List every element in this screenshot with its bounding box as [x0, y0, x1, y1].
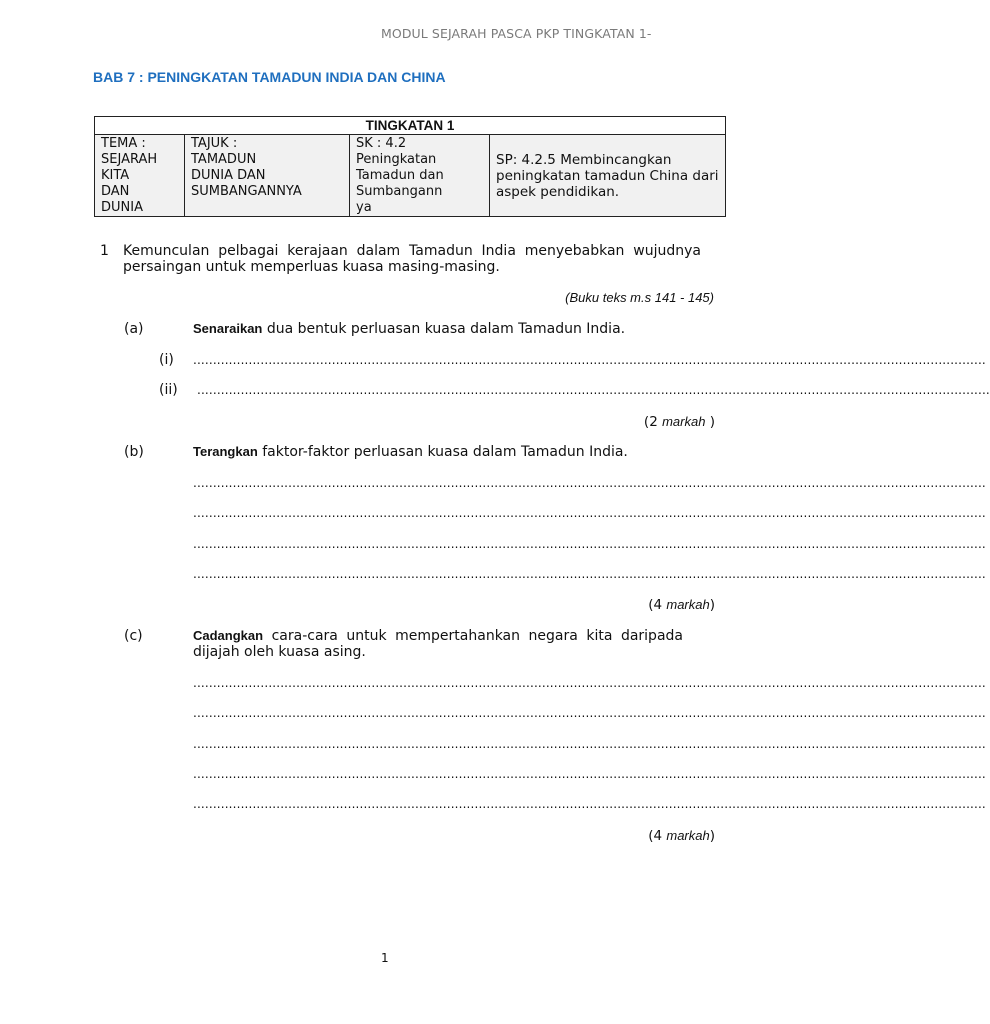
part-a-instruction [193, 321, 625, 337]
tema-line: DAN [101, 184, 130, 199]
marks-number: (4 [648, 828, 667, 844]
part-a-label: (a) [124, 321, 144, 337]
part-a-text: dua bentuk perluasan kuasa dalam Tamadun India. [262, 321, 626, 337]
answer-line-a-i[interactable]: ........................................................................................................................................................................................................ [193, 353, 986, 367]
sk-line: SK : 4.2 [356, 136, 407, 151]
running-header: MODUL SEJARAH PASCA PKP TINGKATAN 1- [381, 26, 652, 41]
marks-word: markah [662, 414, 706, 429]
chapter-title: BAB 7 : PENINGKATAN TAMADUN INDIA DAN CHINA [93, 69, 446, 85]
part-c-verb: Cadangkan [193, 628, 264, 643]
answer-line-b-4[interactable]: ........................................................................................................................................................................................................ [193, 567, 986, 581]
sk-cell [350, 135, 490, 217]
sp-cell [490, 135, 726, 217]
answer-line-b-2[interactable]: ........................................................................................................................................................................................................ [193, 506, 986, 520]
answer-line-b-1[interactable]: ........................................................................................................................................................................................................ [193, 476, 986, 490]
table-heading: TINGKATAN 1 [95, 117, 726, 135]
tema-line: SEJARAH [101, 152, 158, 167]
part-b-instruction [193, 444, 628, 460]
part-a-verb: Senaraikan [193, 321, 263, 336]
part-a-marks [644, 414, 715, 430]
sk-line: Peningkatan [356, 152, 437, 167]
part-c-label: (c) [124, 628, 143, 644]
sk-line: Sumbangann [356, 184, 443, 199]
marks-word: markah [666, 828, 710, 843]
tema-line: TEMA : [101, 136, 146, 151]
sk-line: ya [356, 200, 372, 215]
marks-close: ) [709, 597, 715, 613]
tajuk-line: TAMADUN [191, 152, 257, 167]
sp-text: SP: 4.2.5 Membincangkan peningkatan tamadun China dari aspek pendidikan. [496, 151, 719, 200]
part-c-text: cara-cara untuk mempertahankan negara kita daripada dijajah oleh kuasa asing. [193, 628, 683, 660]
part-b-marks [648, 597, 715, 613]
question-number: 1 [100, 243, 109, 259]
marks-number: (4 [648, 597, 667, 613]
part-c-instruction [193, 628, 683, 660]
answer-line-c-5[interactable]: ........................................................................................................................................................................................................ [193, 797, 986, 811]
marks-number: (2 [643, 414, 663, 430]
question-stem: Kemunculan pelbagai kerajaan dalam Tamadun India menyebabkan wujudnya persaingan untuk memperluas kuasa masing-masing. [123, 243, 701, 275]
marks-close: ) [705, 414, 715, 430]
tajuk-line: DUNIA DAN [191, 168, 266, 183]
tema-cell [95, 135, 185, 217]
tema-line: KITA [101, 168, 130, 183]
sk-line: Tamadun dan [356, 168, 444, 183]
answer-line-a-ii[interactable]: ........................................................................................................................................................................................................ [197, 383, 990, 397]
tema-line: DUNIA [101, 200, 143, 215]
part-b-text: faktor-faktor perluasan kuasa dalam Tamadun India. [257, 444, 628, 460]
part-a-sub-i-label: (i) [159, 352, 174, 368]
tajuk-line: TAJUK : [191, 136, 238, 151]
marks-close: ) [709, 828, 715, 844]
part-b-label: (b) [124, 444, 144, 460]
tajuk-cell [185, 135, 350, 217]
part-b-verb: Terangkan [193, 444, 258, 459]
textbook-reference: (Buku teks m.s 141 - 145) [565, 290, 714, 305]
answer-line-c-3[interactable]: ........................................................................................................................................................................................................ [193, 737, 986, 751]
part-c-marks [648, 828, 715, 844]
info-table [94, 116, 726, 217]
tajuk-line: SUMBANGANNYA [191, 184, 302, 199]
page-number: 1 [381, 951, 389, 965]
part-a-sub-ii-label: (ii) [159, 382, 178, 398]
answer-line-c-2[interactable]: ........................................................................................................................................................................................................ [193, 706, 986, 720]
answer-line-c-4[interactable]: ........................................................................................................................................................................................................ [193, 767, 986, 781]
answer-line-b-3[interactable]: ........................................................................................................................................................................................................ [193, 537, 986, 551]
marks-word: markah [666, 597, 710, 612]
answer-line-c-1[interactable]: ........................................................................................................................................................................................................ [193, 676, 986, 690]
